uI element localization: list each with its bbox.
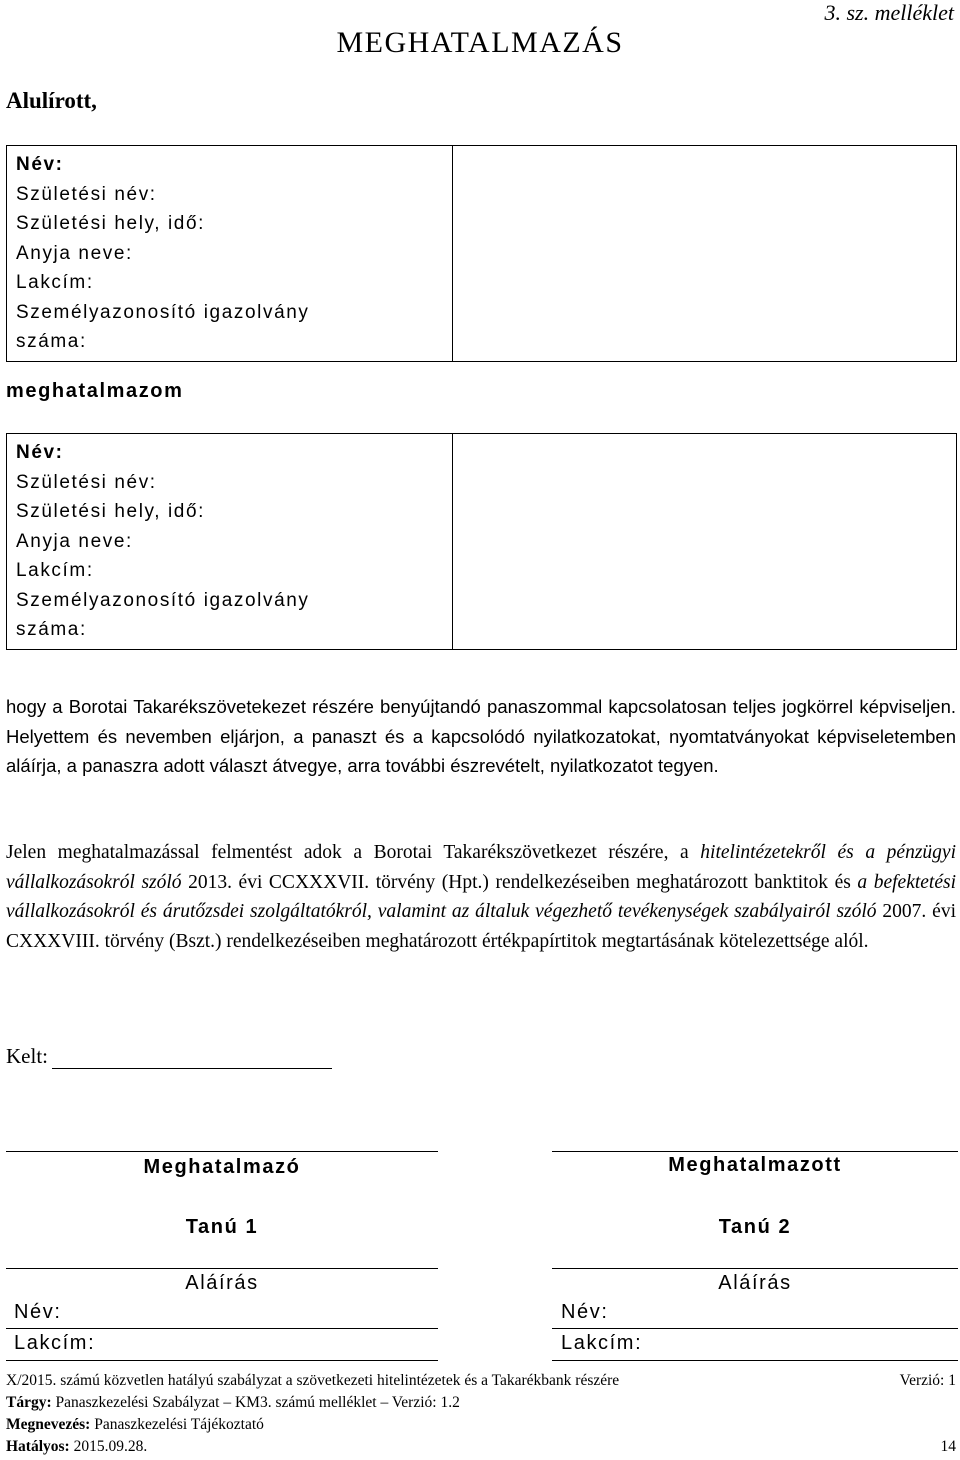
bszt-law-title: a befektetési vállalkozásokról és árutőzsdei szolgáltatókról, valamint az általuk végezhető tevékenységek szabályairól szóló bbox=[6, 871, 956, 922]
agent-birth-place-label: Születési hely, idő: bbox=[16, 501, 206, 522]
principal-id-number-label: száma: bbox=[16, 331, 87, 352]
agent-data-table bbox=[6, 433, 957, 650]
principal-id-card-label: Személyazonosító igazolvány bbox=[16, 301, 310, 323]
principal-birth-name-label: Születési név: bbox=[16, 183, 157, 205]
agent-values-cell[interactable] bbox=[453, 434, 957, 650]
witness2-label: Tanú 2 bbox=[718, 1216, 792, 1238]
principal-name-label: Név: bbox=[16, 154, 64, 175]
principal-birth-place-label: Születési hely, idő: bbox=[16, 213, 206, 234]
witness1-address-line[interactable] bbox=[6, 1360, 438, 1361]
footer-name-line bbox=[6, 1416, 956, 1434]
witness2-name-line[interactable] bbox=[552, 1328, 958, 1329]
agent-name-label: Név: bbox=[16, 442, 64, 463]
principal-intro: Alulírott, bbox=[6, 88, 97, 113]
agent-signature-line[interactable] bbox=[552, 1151, 958, 1152]
agent-id-number-label: száma: bbox=[16, 619, 87, 640]
footer-effective-label: Hatályos: bbox=[6, 1438, 70, 1455]
footer-effective-line bbox=[6, 1438, 956, 1456]
witness1-name-label: Név: bbox=[14, 1301, 62, 1323]
footer-subject-value: Panaszkezelési Szabályzat – KM3. számú melléklet – Verzió: 1.2 bbox=[51, 1394, 460, 1411]
principal-values-cell[interactable] bbox=[453, 146, 957, 362]
footer-regulation-text: X/2015. számú közvetlen hatályú szabályzat a szövetkezeti hitelintézetek és a Takarékbank részére bbox=[6, 1372, 620, 1389]
agent-birth-name-label: Születési név: bbox=[16, 471, 157, 493]
witness2-name-label: Név: bbox=[561, 1301, 609, 1323]
kelt-label: Kelt: bbox=[6, 1044, 48, 1068]
footer-name-value: Panaszkezelési Tájékoztató bbox=[90, 1416, 264, 1433]
principal-mother-name-label: Anyja neve: bbox=[16, 242, 133, 264]
footer-subject-label: Tárgy: bbox=[6, 1394, 52, 1411]
principal-data-table bbox=[6, 145, 957, 362]
witness2-signature-line[interactable] bbox=[552, 1268, 958, 1269]
confidentiality-text-a: Jelen meghatalmazással felmentést adok a Borotai Takarékszövetkezet részére, a bbox=[6, 842, 701, 863]
footer-name-label: Megnevezés: bbox=[6, 1416, 91, 1433]
confidentiality-paragraph bbox=[6, 838, 956, 956]
agent-signature-label: Meghatalmazott bbox=[668, 1154, 842, 1176]
agent-id-card-label: Személyazonosító igazolvány bbox=[16, 589, 310, 611]
footer-effective-value: 2015.09.28. bbox=[69, 1438, 148, 1455]
witness1-name-line[interactable] bbox=[6, 1328, 438, 1329]
witness2-address-label: Lakcím: bbox=[561, 1332, 643, 1354]
principal-signature-label: Meghatalmazó bbox=[143, 1156, 301, 1178]
authorization-paragraph: hogy a Borotai Takarékszövetekezet részére benyújtandó panaszommal kapcsolatosan teljes jogkörrel képviseljen. Helyettem és nevemben eljárjon, a panaszt és a kapcsolódó nyilatkozatokat, nyomtatványokat képviseletemben aláírja, a panaszra adott választ átvegye, arra további észrevételt, nyilatkozatot tegyen. bbox=[6, 696, 956, 776]
annex-label: 3. sz. melléklet bbox=[824, 0, 954, 25]
witness1-signature-caption: Aláírás bbox=[185, 1272, 259, 1294]
agent-mother-name-label: Anyja neve: bbox=[16, 530, 133, 552]
witness1-label: Tanú 1 bbox=[185, 1216, 259, 1238]
footer-subject-line bbox=[6, 1394, 956, 1412]
document-title: MEGHATALMAZÁS bbox=[336, 26, 624, 59]
principal-address-label: Lakcím: bbox=[16, 272, 94, 293]
witness1-address-label: Lakcím: bbox=[14, 1332, 96, 1354]
confidentiality-text-e: 2007. évi CXXXVIII. törvény (Bszt.) rendelkezéseiben meghatározott értékpapírtitok megtartásának kötelezettsége alól. bbox=[6, 901, 956, 952]
agent-address-label: Lakcím: bbox=[16, 560, 94, 581]
footer-version: Verzió: 1 bbox=[899, 1372, 956, 1389]
witness2-signature-caption: Aláírás bbox=[718, 1272, 792, 1294]
footer-regulation-line bbox=[6, 1372, 956, 1390]
kelt-date-line[interactable] bbox=[52, 1068, 332, 1069]
principal-signature-line[interactable] bbox=[6, 1151, 438, 1152]
agent-intro: meghatalmazom bbox=[6, 380, 184, 402]
witness2-address-line[interactable] bbox=[552, 1360, 958, 1361]
agent-labels-cell bbox=[7, 434, 453, 650]
hpt-law-title: hitelintézetekről és a pénzügyi vállalkozásokról szóló bbox=[6, 842, 956, 893]
witness1-signature-line[interactable] bbox=[6, 1268, 438, 1269]
footer-page-number: 14 bbox=[940, 1438, 956, 1455]
confidentiality-text-c: 2013. évi CCXXXVII. törvény (Hpt.) rendelkezéseiben meghatározott banktitok és bbox=[181, 871, 858, 893]
principal-labels-cell bbox=[7, 146, 453, 362]
